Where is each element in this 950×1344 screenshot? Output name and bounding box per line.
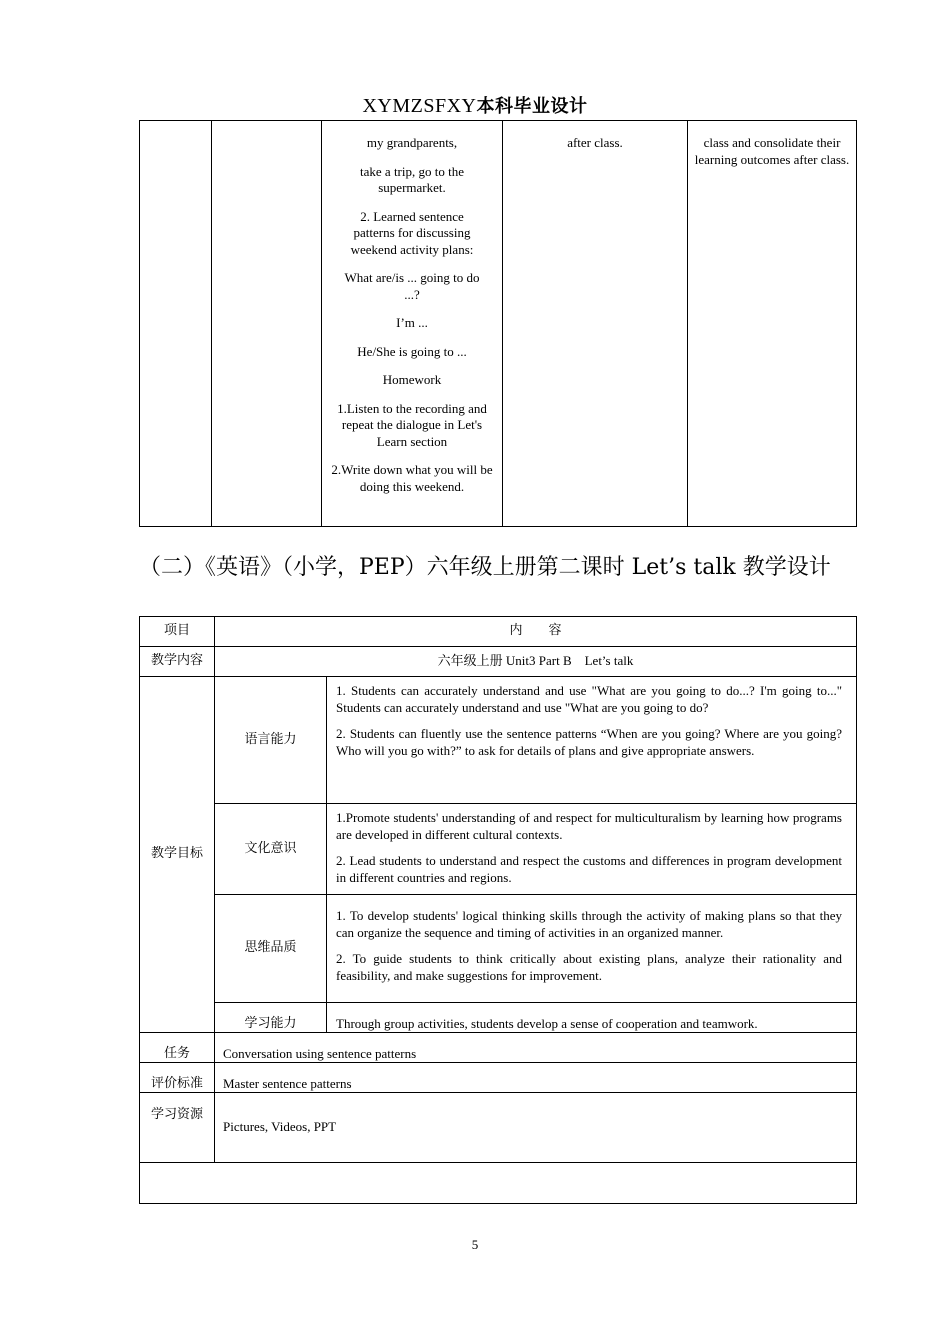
table-row [140,677,857,804]
header-item-cell: 项目 [140,617,215,647]
resource-value: Pictures, Videos, PPT [215,1093,857,1163]
content-line: What are/is ... going to do ...? [344,270,480,302]
lesson-content-cell [322,121,503,527]
goal-item: 1. To develop students' logical thinking skills through the activity of making plans so that they can organize the sequence and timing of activities in an organized manner. [336,908,842,940]
student-activity-text: after class. [567,135,623,150]
goal-item: 2. Students can fluently use the sentence patterns “When are you going? Where are you going? Who will you go with?” to ask for details of plans and give appropriate answers. [336,726,842,758]
table-row [140,804,857,895]
table-row [140,1163,857,1204]
goal-item: 2. To guide students to think critically about existing plans, analyze their rationality and feasibility, and make suggestions for improvement. [336,951,842,983]
table-row [140,121,857,527]
goal-content [327,895,857,1003]
goal-item: Through group activities, students develop a sense of cooperation and teamwork. [336,1015,758,1031]
header-code: XYMZSFXY [362,95,477,117]
task-label: 任务 [140,1033,215,1063]
goal-content [327,1003,857,1033]
table-cell-empty [212,121,322,527]
section-title: （二）《英语》（小学，PEP）六年级上册第二课时 Let’s talk 教学设计 [139,555,831,580]
goal-label: 思维品质 [215,895,327,1003]
goal-label: 语言能力 [215,677,327,804]
table-row [140,895,857,1003]
content-line: take a trip, go to the supermarket. [360,163,464,195]
goal-item: 2. Lead students to understand and respect the customs and differences in program development in different countries and regions. [336,853,842,885]
table-row [140,1093,857,1163]
page-number: 5 [471,1237,479,1252]
goal-item: 1. Students can accurately understand and use "What are you going to do...? I'm going to..." Students can accurately understand and use "What are you going to do? [336,683,842,715]
evaluation-value: Master sentence patterns [215,1063,857,1093]
table-row [140,647,857,677]
design-intent-text: class and consolidate their learning outcomes after class. [694,135,850,167]
resource-label: 学习资源 [140,1093,215,1163]
table-row [140,617,857,647]
goal-content [327,677,857,804]
goal-content [327,804,857,895]
header-suffix: 本科毕业设计 [476,96,588,117]
design-intent-cell [688,121,857,527]
header-content-cell: 内 容 [215,617,857,647]
content-line: my grandparents, [366,135,458,150]
content-line: 1.Listen to the recording and repeat the dialogue in Let's Learn section [337,400,487,449]
goal-label: 学习能力 [215,1003,327,1033]
content-line: I’m ... [396,315,428,330]
continued-lesson-table [139,120,857,527]
table-row [140,1003,857,1033]
lesson-design-table [139,616,857,1204]
table-cell-empty [140,121,212,527]
content-line: He/She is going to ... [357,343,467,359]
table-row [140,1033,857,1063]
goal-item: 1.Promote students' understanding of and respect for multiculturalism by learning how programs are developed in different cultural contexts. [336,810,842,842]
content-line: Homework [382,372,442,387]
goals-label: 教学目标 [140,677,215,1033]
goal-label: 文化意识 [215,804,327,895]
student-activity-cell [503,121,688,527]
content-line: 2.Write down what you will be doing this weekend. [331,462,493,494]
evaluation-label: 评价标准 [140,1063,215,1093]
content-value: 六年级上册 Unit3 Part B Let’s talk [215,647,857,677]
task-value: Conversation using sentence patterns [215,1033,857,1063]
content-line: 2. Learned sentence patterns for discussing weekend activity plans: [350,208,474,257]
table-row [140,1063,857,1093]
table-cell-empty [140,1163,857,1204]
page-header [0,92,950,118]
content-label: 教学内容 [140,647,215,677]
